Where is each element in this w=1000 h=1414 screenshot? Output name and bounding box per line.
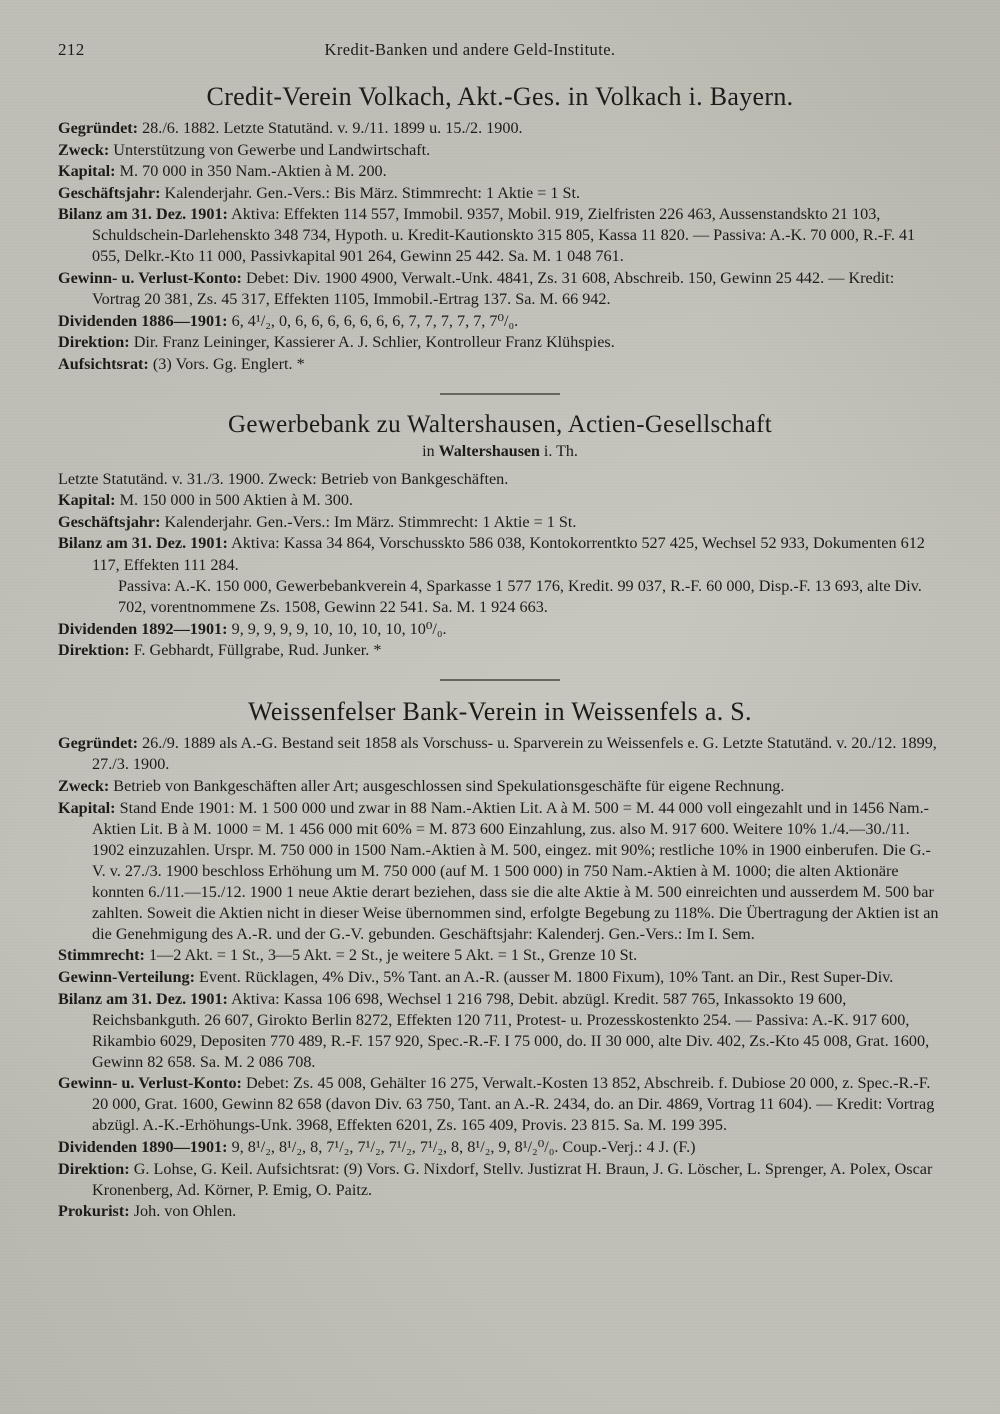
entry-line: [58, 733, 942, 775]
entry-line: [58, 512, 942, 533]
entry-line: [58, 490, 942, 511]
entry-line: [58, 776, 942, 797]
line-text: Dir. Franz Leininger, Kassierer A. J. Schlier, Kontrolleur Franz Klühspies.: [129, 333, 615, 352]
entry-line: [58, 1201, 942, 1222]
line-label: Zweck:: [58, 140, 110, 159]
line-label: Direktion:: [58, 1159, 130, 1178]
entry-line: [58, 619, 942, 640]
entry-title: Gewerbebank zu Waltershausen, Actien-Gesellschaft: [228, 410, 772, 438]
entry-line: [58, 118, 942, 139]
line-text: 26./9. 1889 als A.-G. Bestand seit 1858 als Vorschuss- u. Sparverein zu Weissenfels e. G. Letzte Statutänd. v. 20./12. 1899, 27./3. 1900.: [92, 734, 937, 774]
line-label: Bilanz am 31. Dez. 1901:: [58, 989, 228, 1008]
line-text: Aktiva: Effekten 114 557, Immobil. 9357, Mobil. 919, Zielfristen 226 463, Aussenstandskto 21 103, Schuldschein-Darlehenskto 348 734, Hypoth. u. Kredit-Kautionskto 315 805, Kassa 11 820. — Passiva: A.-K. 70 000, R.-F. 41 055, Delkr.-Kto 11 000, Passivkapital 901 264, Gewinn 25 442. Sa. M. 1 048 761.: [92, 205, 916, 266]
section-divider: [440, 393, 560, 395]
line-label: Zweck:: [58, 776, 110, 795]
line-text: F. Gebhardt, Füllgrabe, Rud. Junker. *: [129, 641, 382, 660]
line-label: Aufsichtsrat:: [58, 354, 149, 373]
line-text: 9, 9, 9, 9, 9, 10, 10, 10, 10, 10⁰/₀.: [227, 619, 447, 638]
line-text: Debet: Zs. 45 008, Gehälter 16 275, Verwalt.-Kosten 13 852, Abschreib. f. Dubiose 20 000, z. Spec.-R.-F. 20 000, Grat. 1600, Gewinn 82 658 (davon Div. 63 750, Tant. an A.-R. 2434, do. an Dir. 4869, Vortrag 11 604). — Kredit: Vortrag abzügl. A.-K.-Erhöhungs-Unk. 3968, Effekten 6201, Zs. 165 409, Provis. 23 815. Sa. M. 199 395.: [92, 1074, 935, 1135]
entry-line: [58, 967, 942, 988]
line-text: Debet: Div. 1900 4900, Verwalt.-Unk. 4841, Zs. 31 608, Abschreib. 150, Gewinn 25 442. — Kredit: Vortrag 20 381, Zs. 45 317, Effekten 1105, Immobil.-Ertrag 137. Sa. M. 66 942.: [92, 268, 895, 308]
line-label: Dividenden 1886—1901:: [58, 311, 228, 330]
line-text: G. Lohse, G. Keil. Aufsichtsrat: (9) Vors. G. Nixdorf, Stellv. Justizrat H. Braun, J. G. Löscher, L. Sprenger, A. Polex, Oscar Kronenberg, Ad. Körner, P. Emig, O. Paitz.: [92, 1159, 933, 1199]
line-label: Bilanz am 31. Dez. 1901:: [58, 534, 228, 553]
entry-line: [58, 989, 942, 1073]
line-text: 28./6. 1882. Letzte Statutänd. v. 9./11. 1899 u. 15./2. 1900.: [138, 119, 523, 137]
entry-subtitle: [58, 443, 942, 461]
entry-line: [58, 1073, 942, 1136]
line-label: Gewinn-Verteilung:: [58, 968, 195, 986]
entry-title: Weissenfelser Bank-Verein in Weissenfels a. S.: [248, 697, 752, 727]
entry-body: [58, 469, 942, 662]
entry-line: [58, 1159, 942, 1201]
line-text: Passiva: A.-K. 150 000, Gewerbebankverein 4, Sparkasse 1 577 176, Kredit. 99 037, R.-F. 60 000, Disp.-F. 13 693, alte Div. 702, vorentnommene Zs. 1508, Gewinn 22 541. Sa. M. 1 924 663.: [118, 577, 922, 617]
entry-line: [58, 354, 942, 375]
line-label: Dividenden 1892—1901:: [58, 619, 228, 638]
line-label: Gewinn- u. Verlust-Konto:: [58, 1074, 242, 1093]
line-label: Kapital:: [58, 798, 116, 817]
entry-line: [58, 332, 942, 353]
entry-line: [58, 268, 942, 310]
entry-line: [58, 1137, 942, 1158]
line-text: M. 70 000 in 350 Nam.-Aktien à M. 200.: [115, 162, 387, 181]
line-text: Kalenderjahr. Gen.-Vers.: Im März. Stimmrecht: 1 Aktie = 1 St.: [160, 512, 577, 531]
line-text: 9, 8¹/₂, 8¹/₂, 8, 7¹/₂, 7¹/₂, 7¹/₂, 7¹/₂, 8, 8¹/₂, 9, 8¹/₂⁰/₀. Coup.-Verj.: 4 J. (F.): [227, 1138, 696, 1156]
line-label: Prokurist:: [58, 1202, 130, 1221]
line-text: Aktiva: Kassa 106 698, Wechsel 1 216 798, Debit. abzügl. Kredit. 587 765, Inkassokto 19 600, Reichsbankguth. 26 607, Girokto Berlin 8272, Effekten 120 711, Protest- u. Prozesskostenkto 254. — Passiva: A.-K. 917 600, Rikambio 6029, Depositen 770 489, R.-F. 157 920, Spec.-R.-F. I 75 000, do. II 30 000, alte Div. 402, Zs.-Kto 45 008, Grat. 1600, Gewinn 82 658. Sa. M. 2 086 708.: [92, 989, 930, 1071]
entry-body: [58, 733, 942, 1222]
entry-credit-verein-volkach: [58, 82, 942, 375]
entry-line: [58, 311, 942, 332]
line-text: 6, 4¹/₂, 0, 6, 6, 6, 6, 6, 6, 6, 7, 7, 7, 7, 7, 7⁰/₀.: [227, 311, 519, 330]
page-number: 212: [58, 40, 85, 59]
line-text: Joh. von Ohlen.: [129, 1202, 237, 1221]
line-text: (3) Vors. Gg. Englert. *: [148, 354, 305, 373]
entry-line: [58, 161, 942, 182]
line-text: Aktiva: Kassa 34 864, Vorschusskto 586 038, Kontokorrentkto 527 425, Wechsel 52 933, Dokumenten 612 117, Effekten 111 284.: [92, 534, 925, 574]
entry-line: [58, 469, 942, 490]
line-label: Stimmrecht:: [58, 946, 145, 965]
entry-line: [58, 640, 942, 661]
entry-gewerbebank-waltershausen: [58, 411, 942, 662]
entry-weissenfelser-bank-verein: [58, 697, 942, 1222]
line-text: Stand Ende 1901: M. 1 500 000 und zwar in 88 Nam.-Aktien Lit. A à M. 500 = M. 44 000 voll eingezahlt und in 1456 Nam.-Aktien Lit. B à M. 1000 = M. 1 456 000 mit 60% = M. 873 600 Einzahlung, zus. also M. 917 600. Weitere 10% 1./4.—30./11. 1902 einzuzahlen. Urspr. M. 750 000 in 1500 Nam.-Aktien à M. 500, eingez. mit 90%; restliche 10% in 1900 einberufen. Die G.-V. v. 27./3. 1900 beschloss Erhöhung um M. 750 000 (auf M. 1 500 000) in 750 Nam.-Aktien à M. 1000; die alten Aktionäre konnten 6./11.—15./12. 1900 1 neue Aktie derart beziehen, dass sie die alte Aktie à M. 500 einreichten und ausserdem M. 500 bar zahlten. Soweit die Aktien nicht in dieser Weise übernommen sind, erfolgte Begebung zu 118%. Die Übertragung der Aktien ist an die Genehmigung des A.-R. und der G.-V. gebunden. Geschäftsjahr: Kalenderj. Gen.-Vers.: Im I. Sem.: [92, 798, 939, 943]
entry-title: Credit-Verein Volkach, Akt.-Ges. in Volkach i. Bayern.: [206, 82, 794, 111]
line-label: Gegründet:: [58, 734, 139, 753]
line-text: 1—2 Akt. = 1 St., 3—5 Akt. = 2 St., je weitere 5 Akt. = 1 St., Grenze 10 St.: [144, 946, 638, 965]
line-text: Event. Rücklagen, 4% Div., 5% Tant. an A.-R. (ausser M. 1800 Fixum), 10% Tant. an Dir., Rest Super-Div.: [195, 968, 894, 986]
entry-line: [58, 183, 942, 204]
line-label: Direktion:: [58, 641, 130, 660]
line-text: M. 150 000 in 500 Aktien à M. 300.: [115, 491, 353, 510]
line-label: Geschäftsjahr:: [58, 183, 161, 202]
line-label: Geschäftsjahr:: [58, 512, 161, 531]
line-label: Bilanz am 31. Dez. 1901:: [58, 205, 228, 224]
line-label: Kapital:: [58, 162, 116, 181]
entry-line: [58, 576, 942, 618]
line-label: Direktion:: [58, 333, 130, 352]
entry-line: [58, 533, 942, 575]
line-text: Unterstützung von Gewerbe und Landwirtschaft.: [109, 140, 431, 159]
line-label: Gegründet:: [58, 119, 139, 137]
section-divider: [440, 679, 560, 681]
line-label: Dividenden 1890—1901:: [58, 1138, 228, 1156]
line-text: Betrieb von Bankgeschäften aller Art; ausgeschlossen sind Spekulationsgeschäfte für eigene Rechnung.: [109, 776, 785, 795]
line-label: Kapital:: [58, 491, 116, 510]
running-head-title: Kredit-Banken und andere Geld-Institute.: [324, 40, 616, 59]
entry-body: [58, 118, 942, 375]
entry-subtitle-post: i. Th.: [539, 442, 578, 460]
entry-subtitle-pre: in: [422, 442, 439, 460]
entry-line: [58, 798, 942, 945]
line-text: Kalenderjahr. Gen.-Vers.: Bis März. Stimmrecht: 1 Aktie = 1 St.: [160, 183, 581, 202]
entry-line: [58, 945, 942, 966]
entry-line: [58, 140, 942, 161]
line-text: Letzte Statutänd. v. 31./3. 1900. Zweck: Betrieb von Bankgeschäften.: [58, 469, 509, 488]
entry-line: [58, 204, 942, 267]
line-label: Gewinn- u. Verlust-Konto:: [58, 268, 242, 287]
running-head: [58, 40, 942, 60]
entry-subtitle-place: Waltershausen: [438, 442, 540, 460]
